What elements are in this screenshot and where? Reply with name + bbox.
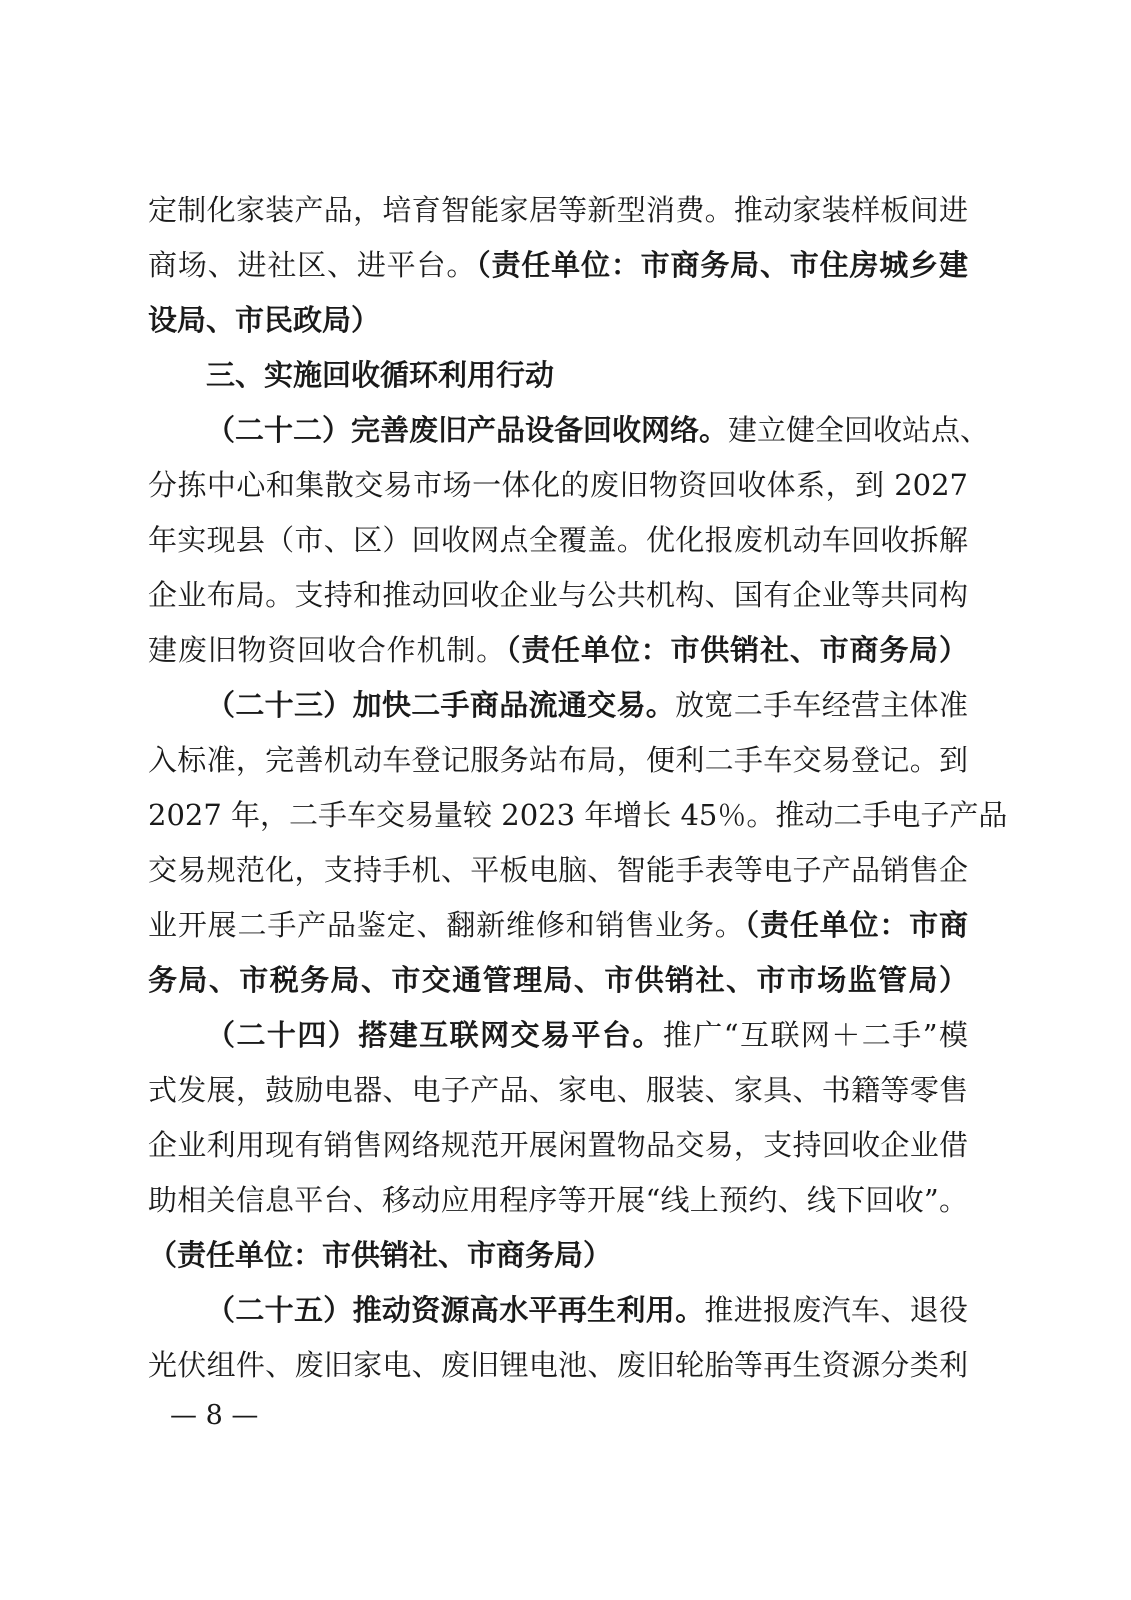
section-heading: 三、实施回收循环利用行动 [206, 358, 555, 392]
paragraph-line: （二十四）搭建互联网交易平台。推广“互联网＋二手”模 [206, 1018, 968, 1052]
paragraph-line: 分拣中心和集散交易市场一体化的废旧物资回收体系，到 2027 [148, 468, 968, 502]
paragraph-line: 企业布局。支持和推动回收企业与公共机构、国有企业等共同构 [148, 578, 968, 612]
paragraph-line: 年实现县（市、区）回收网点全覆盖。优化报废机动车回收拆解 [148, 523, 968, 557]
paragraph-line: 建废旧物资回收合作机制。（责任单位：市供销社、市商务局） [148, 633, 968, 667]
paragraph-line: 式发展，鼓励电器、电子产品、家电、服装、家具、书籍等零售 [148, 1073, 968, 1107]
item-heading: （二十四）搭建互联网交易平台。 [206, 1018, 663, 1052]
page-number: — 8 — [170, 1400, 259, 1431]
item-heading: （二十三）加快二手商品流通交易。 [206, 688, 676, 722]
paragraph-line [148, 1235, 968, 1275]
responsible-units: （责任单位：市商 [744, 908, 968, 942]
paragraph-line: （二十五）推动资源高水平再生利用。推进报废汽车、退役 [206, 1293, 968, 1327]
paragraph-line: 入标准，完善机动车登记服务站布局，便利二手车交易登记。到 [148, 743, 968, 777]
item-heading: （二十五）推动资源高水平再生利用。 [206, 1293, 705, 1327]
paragraph-line [148, 960, 968, 1000]
paragraph-line: 商场、进社区、进平台。（责任单位：市商务局、市住房城乡建 [148, 248, 968, 282]
paragraph-line: 2027 年，二手车交易量较 2023 年增长 45％。推动二手电子产品 [148, 798, 1008, 832]
paragraph-line: （二十三）加快二手商品流通交易。放宽二手车经营主体准 [206, 688, 968, 722]
paragraph-line: 光伏组件、废旧家电、废旧锂电池、废旧轮胎等再生资源分类利 [148, 1348, 968, 1382]
responsible-units: （责任单位：市供销社、市商务局） [506, 633, 968, 667]
paragraph-line: 交易规范化，支持手机、平板电脑、智能手表等电子产品销售企 [148, 853, 968, 887]
paragraph-line: （二十二）完善废旧产品设备回收网络。建立健全回收站点、 [206, 413, 990, 447]
responsible-units: 设局、市民政局） [148, 303, 381, 337]
responsible-units: （责任单位：市商务局、市住房城乡建 [476, 248, 968, 282]
responsible-units: 务局、市税务局、市交通管理局、市供销社、市市场监管局） [148, 963, 968, 997]
responsible-units: （责任单位：市供销社、市商务局） [148, 1238, 613, 1272]
paragraph-line [148, 300, 968, 340]
paragraph-line: 企业利用现有销售网络规范开展闲置物品交易，支持回收企业借 [148, 1128, 968, 1162]
paragraph-line: 助相关信息平台、移动应用程序等开展“线上预约、线下回收”。 [148, 1183, 968, 1217]
paragraph-line: 定制化家装产品，培育智能家居等新型消费。推动家装样板间进 [148, 193, 968, 227]
paragraph-line: 业开展二手产品鉴定、翻新维修和销售业务。（责任单位：市商 [148, 908, 968, 942]
item-heading: （二十二）完善废旧产品设备回收网络。 [206, 413, 729, 447]
